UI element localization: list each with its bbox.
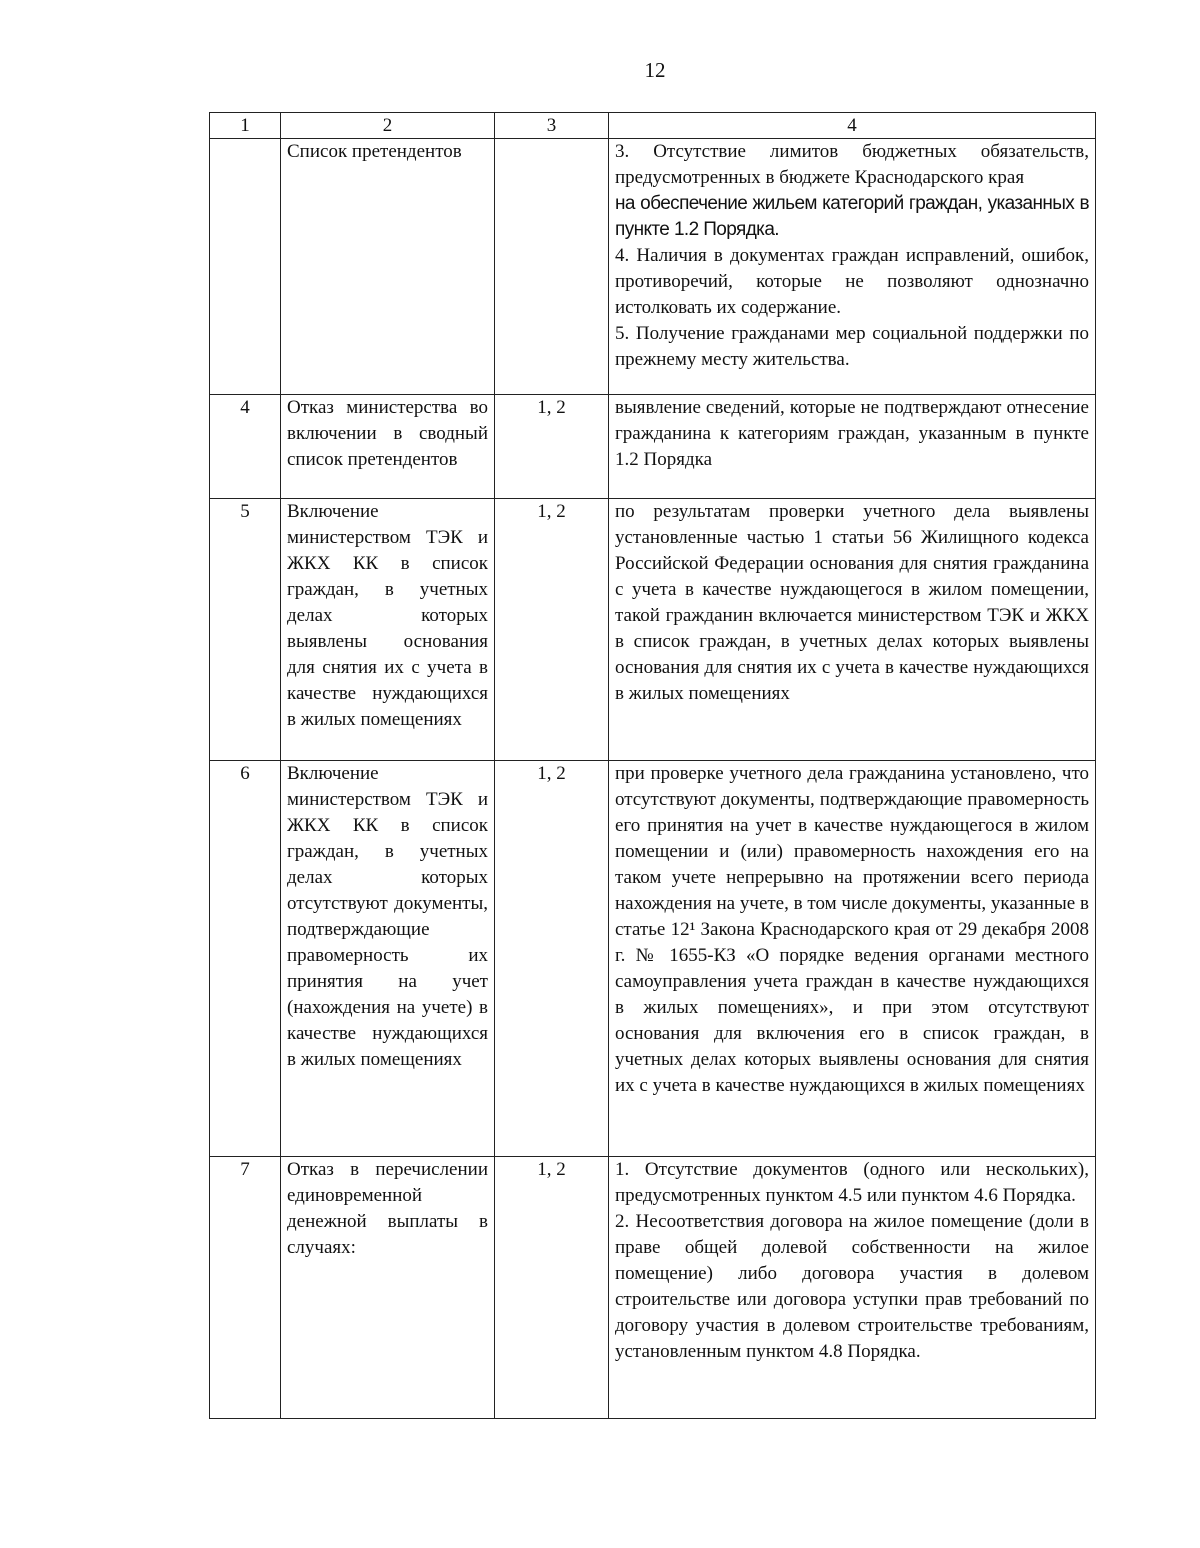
- grounds-paragraph: 3. Отсутствие лимитов бюджетных обязательств, предусмотренных в бюджете Краснодарского края: [615, 141, 1089, 188]
- row-description: Отказ в перечислении единовременной денежной выплаты в случаях:: [281, 1157, 495, 1419]
- row-grounds: [609, 761, 1096, 1157]
- row-number: 7: [210, 1157, 281, 1419]
- grounds-paragraph: 1. Отсутствие документов (одного или нескольких), предусмотренных пунктом 4.5 или пунктом 4.6 Порядка.: [615, 1159, 1089, 1206]
- column-header: 4: [609, 113, 1096, 139]
- column-header: 3: [495, 113, 609, 139]
- row-grounds: [609, 499, 1096, 761]
- grounds-paragraph: 5. Получение гражданами мер социальной поддержки по прежнему месту жительства.: [615, 323, 1089, 370]
- row-section-refs: [495, 139, 609, 395]
- grounds-paragraph: при проверке учетного дела гражданина установлено, что отсутствуют документы, подтверждающие правомерность его принятия на учет в качестве нуждающегося в жилом помещении и (или) правомерность нахождения его на таком учете непрерывно на протяжении всего периода нахождения на учете, в том числе документы, указанные в статье 12¹ Закона Краснодарского края от 29 декабря 2008 г. № 1655-КЗ «О порядке ведения органами местного самоуправления учета граждан в качестве нуждающихся в жилых помещениях», и при этом отсутствуют основания для включения его в список граждан, в учетных делах которых выявлены основания для снятия их с учета в качестве нуждающихся в жилых помещениях: [615, 763, 1089, 1096]
- row-description: Список претендентов: [281, 139, 495, 395]
- grounds-paragraph: 2. Несоответствия договора на жилое помещение (доли в праве общей долевой собственности на жилое помещение) либо договора участия в долевом строительстве или договора уступки прав требований по договору участия в долевом строительстве требованиям, установленным пунктом 4.8 Порядка.: [615, 1211, 1089, 1362]
- row-number: 6: [210, 761, 281, 1157]
- row-section-refs: 1, 2: [495, 499, 609, 761]
- row-section-refs: 1, 2: [495, 761, 609, 1157]
- table-row: [210, 139, 1096, 395]
- row-number: 5: [210, 499, 281, 761]
- table-header-row: [210, 113, 1096, 139]
- row-number: 4: [210, 395, 281, 499]
- table-row: [210, 761, 1096, 1157]
- row-description: Включение министерством ТЭК и ЖКХ КК в список граждан, в учетных делах которых отсутствуют документы, подтверждающие правомерность их принятия на учет (нахождения на учете) в качестве нуждающихся в жилых помещениях: [281, 761, 495, 1157]
- table-row: [210, 499, 1096, 761]
- table-row: [210, 395, 1096, 499]
- table-row: [210, 1157, 1096, 1419]
- row-grounds: [609, 395, 1096, 499]
- row-grounds: [609, 1157, 1096, 1419]
- grounds-paragraph: 4. Наличия в документах граждан исправлений, ошибок, противоречий, которые не позволяют однозначно истолковать их содержание.: [615, 245, 1089, 318]
- page-number: 12: [644, 58, 666, 82]
- row-description: Отказ министерства во включении в сводный список претендентов: [281, 395, 495, 499]
- row-description: Включение министерством ТЭК и ЖКХ КК в список граждан, в учетных делах которых выявлены основания для снятия их с учета в качестве нуждающихся в жилых помещениях: [281, 499, 495, 761]
- grounds-paragraph: выявление сведений, которые не подтверждают отнесение гражданина к категориям граждан, указанным в пункте 1.2 Порядка: [615, 397, 1089, 470]
- grounds-paragraph: по результатам проверки учетного дела выявлены установленные частью 1 статьи 56 Жилищного кодекса Российской Федерации основания для снятия гражданина с учета в качестве нуждающегося в жилом помещении, такой гражданин включается министерством ТЭК и ЖКХ в список граждан, в учетных делах которых выявлены основания для снятия их с учета в качестве нуждающихся в жилых помещениях: [615, 501, 1089, 704]
- row-section-refs: 1, 2: [495, 395, 609, 499]
- row-number: [210, 139, 281, 395]
- row-grounds: [609, 139, 1096, 395]
- row-section-refs: 1, 2: [495, 1157, 609, 1419]
- column-header: 2: [281, 113, 495, 139]
- grounds-table: [209, 112, 1096, 1419]
- grounds-paragraph: на обеспечение жильем категорий граждан, указанных в пункте 1.2 Порядка.: [615, 193, 1089, 240]
- column-header: 1: [210, 113, 281, 139]
